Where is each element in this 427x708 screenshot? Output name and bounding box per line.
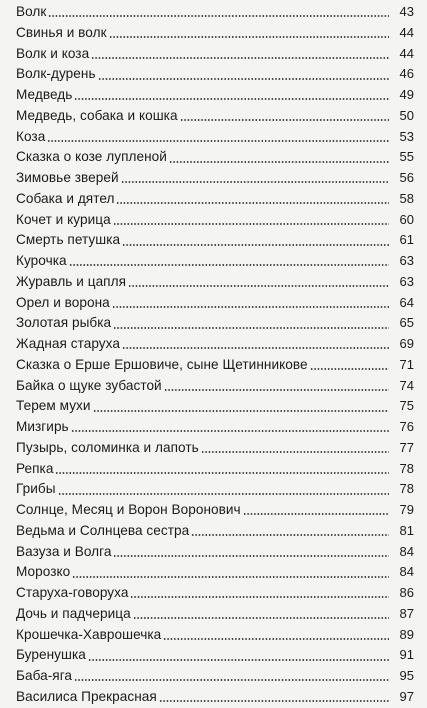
toc-entry-title: Жадная старуха: [16, 336, 120, 351]
toc-entry-title: Морозко: [16, 564, 71, 580]
toc-entry-page-number: 97: [399, 688, 414, 704]
toc-entry-title: Сказка о козе лупленой: [16, 149, 167, 165]
toc-entry-page-number: 49: [399, 87, 414, 102]
toc-entry: [16, 604, 414, 625]
toc-entry: [16, 313, 414, 334]
dot-leader: [58, 490, 389, 496]
toc-entry-title: Волк: [16, 4, 47, 19]
toc-entry-page-number: 71: [399, 356, 414, 372]
toc-entry-page-number: 44: [399, 24, 414, 40]
toc-entry-title: Зимовье зверей: [16, 170, 119, 185]
toc-entry: [16, 168, 414, 189]
toc-entry: [16, 687, 414, 708]
toc-entry-title: Старуха-говоруха: [16, 585, 129, 600]
dot-leader: [91, 54, 389, 60]
toc-entry: [16, 583, 414, 604]
toc-entry: [16, 521, 414, 542]
toc-entry: [16, 85, 414, 106]
toc-entry: [16, 64, 414, 85]
toc-entry-title: Вазуза и Волга: [16, 543, 112, 559]
toc-entry: [16, 189, 414, 210]
toc-entry: [16, 293, 414, 314]
toc-entry-page-number: 74: [399, 377, 414, 393]
toc-entry: [16, 417, 414, 438]
toc-entry: [16, 272, 414, 293]
toc-entry-page-number: 78: [399, 481, 414, 497]
toc-entry-title: Орел и ворона: [16, 294, 110, 310]
toc-entry: [16, 396, 414, 417]
toc-entry-title: Журавль и цапля: [16, 273, 126, 289]
dot-leader: [112, 303, 389, 309]
dot-leader: [113, 552, 389, 558]
toc-entry: [16, 625, 414, 646]
toc-entry-title: Мизгирь: [16, 419, 69, 434]
dot-leader: [122, 344, 389, 350]
toc-entry: [16, 459, 414, 480]
toc-entry-title: Байка о щуке зубастой: [16, 377, 162, 393]
toc-entry: [16, 562, 414, 583]
toc-entry-title: Коза: [16, 128, 46, 144]
dot-leader: [191, 531, 389, 537]
toc-entry-title: Кочет и курица: [16, 211, 111, 227]
toc-entry: [16, 251, 414, 272]
toc-entry-title: Пузырь, соломинка и лапоть: [16, 439, 199, 455]
dot-leader: [47, 137, 389, 143]
toc-entry: [16, 355, 414, 376]
toc-entry: [16, 479, 414, 500]
toc-entry-title: Крошечка-Хаврошечка: [16, 626, 162, 642]
toc-entry-title: Репка: [16, 460, 54, 476]
toc-entry-page-number: 55: [399, 149, 414, 165]
toc-entry-page-number: 61: [399, 232, 414, 248]
toc-entry: [16, 23, 414, 44]
toc-entry-title: Терем мухи: [16, 398, 91, 414]
dot-leader: [74, 676, 389, 682]
dot-leader: [55, 469, 389, 475]
toc-entry-title: Волк-дурень: [16, 66, 96, 82]
toc-entry-page-number: 91: [399, 647, 414, 663]
dot-leader: [130, 593, 389, 599]
toc-entry-title: Свинья и волк: [16, 24, 107, 40]
toc-entry-title: Грибы: [16, 481, 56, 497]
toc-entry: [16, 645, 414, 666]
toc-entry-title: Буренушка: [16, 647, 86, 663]
toc-entry-page-number: 75: [399, 398, 414, 414]
toc-entry-page-number: 46: [399, 66, 414, 82]
dot-leader: [243, 510, 389, 516]
toc-entry: [16, 127, 414, 148]
toc-entry: [16, 230, 414, 251]
toc-entry: [16, 147, 414, 168]
dot-leader: [71, 427, 389, 433]
toc-entry: [16, 210, 414, 231]
toc-entry-page-number: 84: [399, 543, 414, 559]
toc-entry-page-number: 63: [399, 273, 414, 289]
dot-leader: [88, 656, 389, 662]
toc-entry-page-number: 81: [399, 522, 414, 538]
table-of-contents: [16, 2, 414, 708]
dot-leader: [159, 697, 389, 703]
toc-entry-title: Василиса Прекрасная: [16, 688, 157, 704]
dot-leader: [310, 365, 389, 371]
dot-leader: [69, 261, 389, 267]
dot-leader: [93, 407, 389, 413]
toc-entry: [16, 334, 414, 355]
dot-leader: [109, 33, 389, 39]
toc-entry-page-number: 84: [399, 564, 414, 580]
toc-entry-title: Дочь и падчерица: [16, 605, 131, 621]
toc-entry-page-number: 53: [399, 128, 414, 144]
dot-leader: [169, 158, 389, 164]
dot-leader: [116, 199, 389, 205]
toc-entry: [16, 376, 414, 397]
toc-entry-page-number: 50: [399, 107, 414, 123]
toc-entry-page-number: 87: [399, 605, 414, 621]
toc-entry-page-number: 56: [399, 170, 414, 185]
toc-entry-title: Медведь, собака и кошка: [16, 107, 178, 123]
dot-leader: [201, 448, 389, 454]
toc-entry-page-number: 64: [399, 294, 414, 310]
toc-entry-page-number: 95: [399, 668, 414, 683]
dot-leader: [72, 573, 389, 579]
dot-leader: [113, 324, 389, 330]
toc-entry-page-number: 69: [399, 336, 414, 351]
dot-leader: [133, 614, 389, 620]
toc-entry: [16, 106, 414, 127]
toc-entry-title: Ведьма и Солнцева сестра: [16, 522, 190, 538]
toc-entry: [16, 2, 414, 23]
toc-entry-page-number: 89: [399, 626, 414, 642]
toc-entry-page-number: 43: [399, 4, 414, 19]
toc-entry-page-number: 76: [399, 419, 414, 434]
toc-entry-page-number: 60: [399, 211, 414, 227]
toc-entry: [16, 666, 414, 687]
toc-entry: [16, 44, 414, 65]
toc-entry-page-number: 63: [399, 253, 414, 268]
toc-entry-page-number: 58: [399, 190, 414, 206]
toc-entry: [16, 500, 414, 521]
toc-entry-title: Баба-яга: [16, 668, 73, 683]
dot-leader: [121, 178, 389, 184]
toc-entry-title: Золотая рыбка: [16, 315, 112, 331]
dot-leader: [74, 95, 389, 101]
toc-entry: [16, 542, 414, 563]
dot-leader: [163, 635, 389, 641]
toc-entry-title: Медведь: [16, 87, 73, 102]
dot-leader: [98, 75, 389, 81]
toc-entry-title: Курочка: [16, 253, 67, 268]
dot-leader: [122, 241, 389, 247]
toc-entry-page-number: 77: [399, 439, 414, 455]
dot-leader: [48, 12, 389, 18]
dot-leader: [180, 116, 389, 122]
toc-entry: [16, 438, 414, 459]
toc-entry-title: Сказка о Ерше Ершовиче, сыне Щетинникове: [16, 356, 308, 372]
toc-entry-title: Собака и дятел: [16, 190, 115, 206]
toc-entry-page-number: 44: [399, 45, 414, 61]
toc-entry-title: Волк и коза: [16, 45, 90, 61]
toc-entry-page-number: 78: [399, 460, 414, 476]
toc-entry-page-number: 65: [399, 315, 414, 331]
toc-entry-page-number: 79: [399, 502, 414, 517]
dot-leader: [128, 282, 389, 288]
toc-entry-title: Смерть петушка: [16, 232, 121, 248]
toc-entry-title: Солнце, Месяц и Ворон Воронович: [16, 502, 241, 517]
dot-leader: [164, 386, 389, 392]
dot-leader: [113, 220, 389, 226]
toc-entry-page-number: 86: [399, 585, 414, 600]
